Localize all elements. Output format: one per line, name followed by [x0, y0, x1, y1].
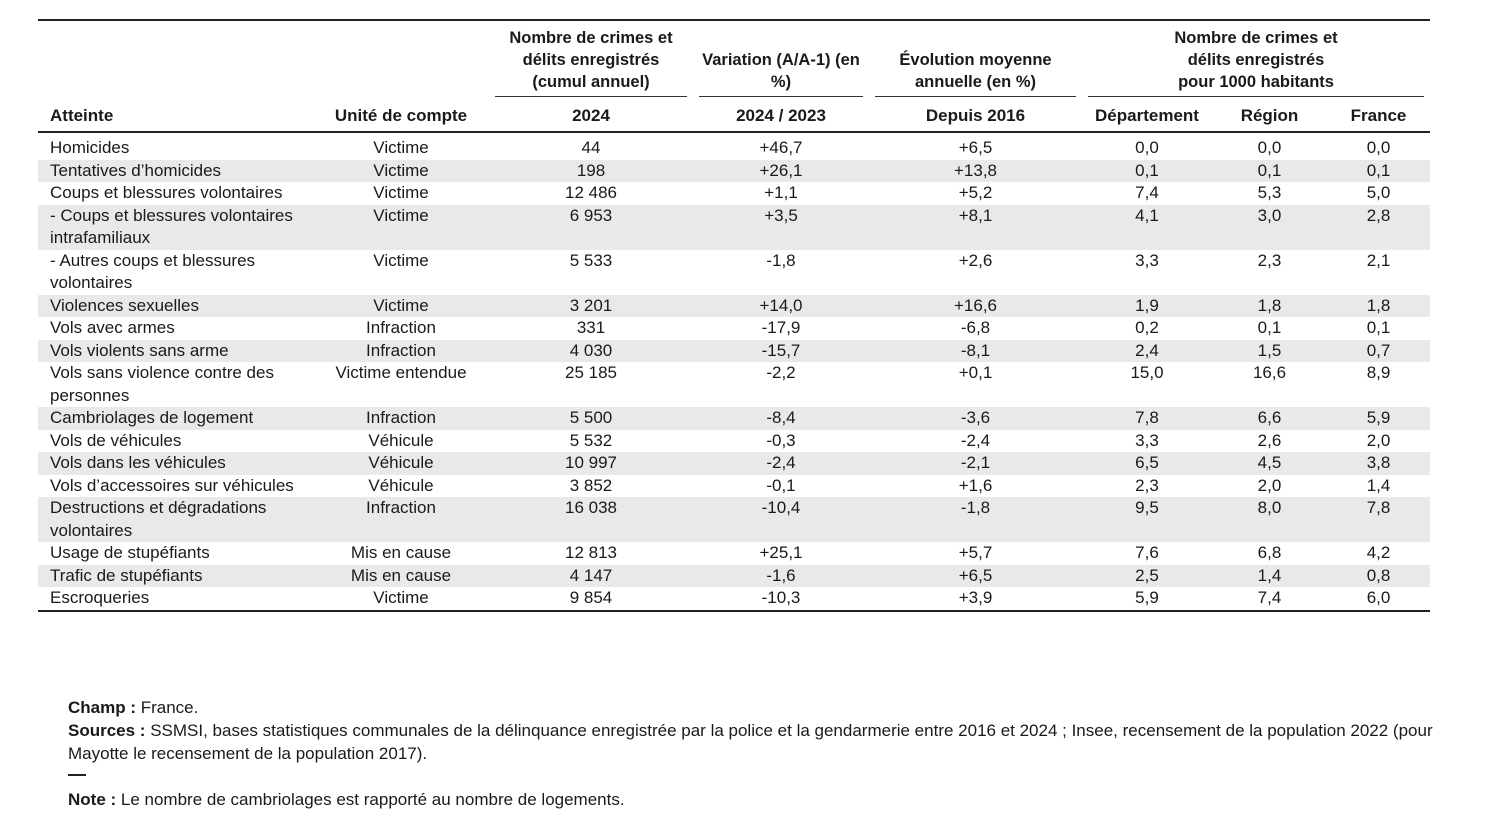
- table-row: [38, 295, 1430, 318]
- cell-departement: 4,1: [1082, 205, 1212, 250]
- header-nombre-group: Nombre de crimes et délits enregistrés (cumul annuel): [489, 20, 693, 101]
- cell-unite: Victime: [373, 138, 429, 157]
- cell-variation: -0,1: [766, 475, 796, 495]
- cell-variation: +14,0: [693, 295, 869, 318]
- cell-unite: Véhicule: [313, 452, 489, 475]
- table-row: [38, 250, 1430, 295]
- header-2024-2023: 2024 / 2023: [693, 101, 869, 132]
- cell-unite: Victime: [313, 205, 489, 250]
- cell-departement: 7,8: [1082, 407, 1212, 430]
- table-row: [38, 430, 1430, 453]
- cell-variation: +26,1: [693, 160, 869, 183]
- cell-departement: 0,0: [1135, 138, 1159, 157]
- cell-france: 5,9: [1327, 407, 1430, 430]
- cell-france: 0,8: [1327, 565, 1430, 588]
- cell-france: 4,2: [1366, 543, 1391, 562]
- header-region: Région: [1212, 101, 1327, 132]
- cell-evolution: +6,5: [869, 565, 1082, 588]
- table-row: [38, 317, 1430, 340]
- cell-departement: 3,3: [1135, 430, 1159, 450]
- cell-unite: Victime: [373, 183, 429, 202]
- header-depuis-2016: Depuis 2016: [869, 101, 1082, 132]
- table-row: [38, 407, 1430, 430]
- cell-variation: +25,1: [759, 543, 803, 562]
- cell-france: 8,9: [1366, 363, 1391, 382]
- cell-evolution: +2,6: [958, 250, 993, 270]
- cell-nombre: 25 185: [565, 363, 617, 382]
- cell-departement: 15,0: [1130, 363, 1164, 382]
- cell-evolution: +1,6: [958, 475, 993, 495]
- cell-atteinte: Vols avec armes: [50, 318, 175, 337]
- table-body: [38, 132, 1430, 611]
- cell-departement: 0,2: [1135, 318, 1159, 337]
- cell-region: 6,6: [1212, 407, 1327, 430]
- table-row: [38, 542, 1430, 565]
- cell-evolution: +16,6: [869, 295, 1082, 318]
- cell-nombre: 4 147: [489, 565, 693, 588]
- cell-evolution: -2,4: [960, 430, 991, 450]
- cell-nombre: 9 854: [489, 587, 693, 611]
- cell-departement: 7,4: [1135, 183, 1159, 202]
- cell-evolution: +6,5: [958, 138, 993, 157]
- cell-unite: Victime: [373, 250, 429, 270]
- cell-unite: Infraction: [366, 318, 436, 337]
- cell-atteinte: Vols d’accessoires sur véhicules: [50, 475, 294, 495]
- cell-region: 16,6: [1252, 363, 1287, 382]
- header-france: France: [1327, 101, 1430, 132]
- cell-region: 6,8: [1257, 543, 1282, 562]
- cell-region: 4,5: [1212, 452, 1327, 475]
- cell-departement: 7,6: [1135, 543, 1159, 562]
- table-row: [38, 452, 1430, 475]
- cell-unite: Infraction: [313, 340, 489, 363]
- cell-atteinte: Vols de véhicules: [50, 430, 182, 450]
- cell-atteinte: Violences sexuelles: [38, 295, 313, 318]
- cell-region: 7,4: [1212, 587, 1327, 611]
- cell-departement: 1,9: [1082, 295, 1212, 318]
- cell-departement: 0,1: [1082, 160, 1212, 183]
- cell-region: 1,4: [1212, 565, 1327, 588]
- cell-unite: Victime: [313, 160, 489, 183]
- cell-nombre: 12 813: [565, 543, 617, 562]
- cell-variation: -2,2: [766, 363, 796, 382]
- cell-variation: +3,5: [693, 205, 869, 250]
- table-row: [38, 160, 1430, 183]
- cell-variation: -8,4: [693, 407, 869, 430]
- cell-atteinte: Vols dans les véhicules: [38, 452, 313, 475]
- cell-region: 0,1: [1257, 318, 1282, 337]
- cell-variation: -1,6: [693, 565, 869, 588]
- cell-atteinte: Escroqueries: [38, 587, 313, 611]
- cell-region: 2,3: [1257, 250, 1282, 270]
- crime-statistics-table: [38, 19, 1430, 612]
- table-row: [38, 182, 1430, 205]
- cell-france: 1,8: [1327, 295, 1430, 318]
- cell-nombre: 3 852: [569, 475, 613, 495]
- cell-region: 8,0: [1212, 497, 1327, 542]
- cell-nombre: 10 997: [489, 452, 693, 475]
- cell-evolution: -3,6: [869, 407, 1082, 430]
- cell-departement: 9,5: [1082, 497, 1212, 542]
- table-row: [38, 587, 1430, 611]
- cell-unite: Victime entendue: [335, 363, 467, 382]
- table-row: [38, 362, 1430, 407]
- separator-dash: [68, 774, 86, 776]
- champ-note: Champ : France.: [68, 698, 199, 717]
- cell-region: 0,0: [1257, 138, 1282, 157]
- cell-variation: -1,8: [766, 250, 796, 270]
- cell-variation: -10,4: [693, 497, 869, 542]
- cell-france: 5,0: [1366, 183, 1391, 202]
- cell-nombre: 3 201: [489, 295, 693, 318]
- cell-atteinte: Usage de stupéfiants: [50, 543, 210, 562]
- table-row: [38, 205, 1430, 250]
- header-evolution-group: Évolution moyenne annuelle (en %): [869, 20, 1082, 101]
- header-variation-group: Variation (A/A-1) (en %): [693, 20, 869, 101]
- cell-evolution: +5,7: [958, 543, 993, 562]
- cell-nombre: 12 486: [565, 183, 617, 202]
- cell-nombre: 16 038: [489, 497, 693, 542]
- cell-atteinte: Trafic de stupéfiants: [38, 565, 313, 588]
- cell-variation: -17,9: [761, 318, 801, 337]
- cell-variation: -10,3: [693, 587, 869, 611]
- note-text: Note : Le nombre de cambriolages est rapporté au nombre de logements.: [68, 790, 625, 809]
- cell-france: 0,1: [1327, 160, 1430, 183]
- cell-variation: -15,7: [693, 340, 869, 363]
- cell-france: 2,1: [1366, 250, 1391, 270]
- cell-atteinte: - Autres coups et blessures volontaires: [50, 250, 256, 292]
- cell-nombre: 6 953: [489, 205, 693, 250]
- cell-atteinte: - Coups et blessures volontaires intrafamiliaux: [38, 205, 313, 250]
- cell-nombre: 5 533: [569, 250, 613, 270]
- cell-departement: 2,5: [1082, 565, 1212, 588]
- cell-region: 1,8: [1212, 295, 1327, 318]
- header-atteinte: Atteinte: [38, 101, 313, 132]
- cell-departement: 3,3: [1135, 250, 1159, 270]
- cell-evolution: -6,8: [960, 318, 991, 337]
- table-row: [38, 132, 1430, 160]
- cell-unite: Véhicule: [368, 475, 434, 495]
- header-pour1000-group: Nombre de crimes et délits enregistrés pour 1000 habitants: [1082, 20, 1430, 101]
- cell-region: 5,3: [1257, 183, 1282, 202]
- cell-region: 2,6: [1257, 430, 1282, 450]
- table-header: [38, 20, 1430, 132]
- cell-france: 0,0: [1366, 138, 1391, 157]
- cell-nombre: 198: [489, 160, 693, 183]
- cell-evolution: +13,8: [869, 160, 1082, 183]
- cell-unite: Véhicule: [368, 430, 434, 450]
- sources-note: Sources : SSMSI, bases statistiques communales de la délinquance enregistrée par la police et la gendarmerie entre 2016 et 2024 ; Insee, recensement de la population 2022 (pour Mayotte le recensement de la population 2017).: [68, 721, 1433, 763]
- footnotes: [68, 696, 1438, 811]
- cell-variation: -2,4: [693, 452, 869, 475]
- cell-france: 3,8: [1327, 452, 1430, 475]
- cell-nombre: 331: [576, 318, 606, 337]
- header-unite: Unité de compte: [313, 101, 489, 132]
- cell-france: 2,8: [1327, 205, 1430, 250]
- cell-france: 0,1: [1366, 318, 1391, 337]
- cell-france: 2,0: [1366, 430, 1391, 450]
- cell-variation: +1,1: [764, 183, 798, 202]
- cell-unite: Infraction: [313, 497, 489, 542]
- cell-region: 2,0: [1257, 475, 1282, 495]
- cell-atteinte: Vols sans violence contre des personnes: [50, 363, 274, 405]
- cell-unite: Mis en cause: [350, 543, 452, 562]
- cell-departement: 2,3: [1135, 475, 1159, 495]
- cell-nombre: 5 532: [569, 430, 613, 450]
- cell-region: 0,1: [1212, 160, 1327, 183]
- cell-france: 0,7: [1327, 340, 1430, 363]
- header-2024: 2024: [489, 101, 693, 132]
- cell-variation: -0,3: [766, 430, 796, 450]
- cell-departement: 6,5: [1082, 452, 1212, 475]
- cell-atteinte: Homicides: [50, 138, 130, 157]
- cell-unite: Victime: [313, 587, 489, 611]
- cell-atteinte: Coups et blessures volontaires: [50, 183, 283, 202]
- cell-evolution: +8,1: [869, 205, 1082, 250]
- cell-region: 1,5: [1212, 340, 1327, 363]
- cell-nombre: 5 500: [489, 407, 693, 430]
- cell-atteinte: Vols violents sans arme: [38, 340, 313, 363]
- cell-region: 3,0: [1212, 205, 1327, 250]
- cell-nombre: 4 030: [489, 340, 693, 363]
- cell-atteinte: Destructions et dégradations volontaires: [38, 497, 313, 542]
- table-row: [38, 475, 1430, 498]
- cell-france: 1,4: [1366, 475, 1391, 495]
- cell-evolution: +0,1: [958, 363, 993, 382]
- cell-unite: Infraction: [313, 407, 489, 430]
- cell-departement: 2,4: [1082, 340, 1212, 363]
- cell-evolution: +3,9: [869, 587, 1082, 611]
- table-row: [38, 565, 1430, 588]
- cell-france: 7,8: [1327, 497, 1430, 542]
- cell-atteinte: Cambriolages de logement: [38, 407, 313, 430]
- cell-nombre: 44: [581, 138, 601, 157]
- cell-departement: 5,9: [1082, 587, 1212, 611]
- cell-evolution: -2,1: [869, 452, 1082, 475]
- header-departement: Département: [1082, 101, 1212, 132]
- table-row: [38, 497, 1430, 542]
- cell-atteinte: Tentatives d’homicides: [38, 160, 313, 183]
- table-row: [38, 340, 1430, 363]
- cell-evolution: -1,8: [869, 497, 1082, 542]
- cell-unite: Mis en cause: [313, 565, 489, 588]
- cell-variation: +46,7: [759, 138, 803, 157]
- cell-evolution: -8,1: [869, 340, 1082, 363]
- cell-france: 6,0: [1327, 587, 1430, 611]
- cell-unite: Victime: [313, 295, 489, 318]
- cell-evolution: +5,2: [958, 183, 993, 202]
